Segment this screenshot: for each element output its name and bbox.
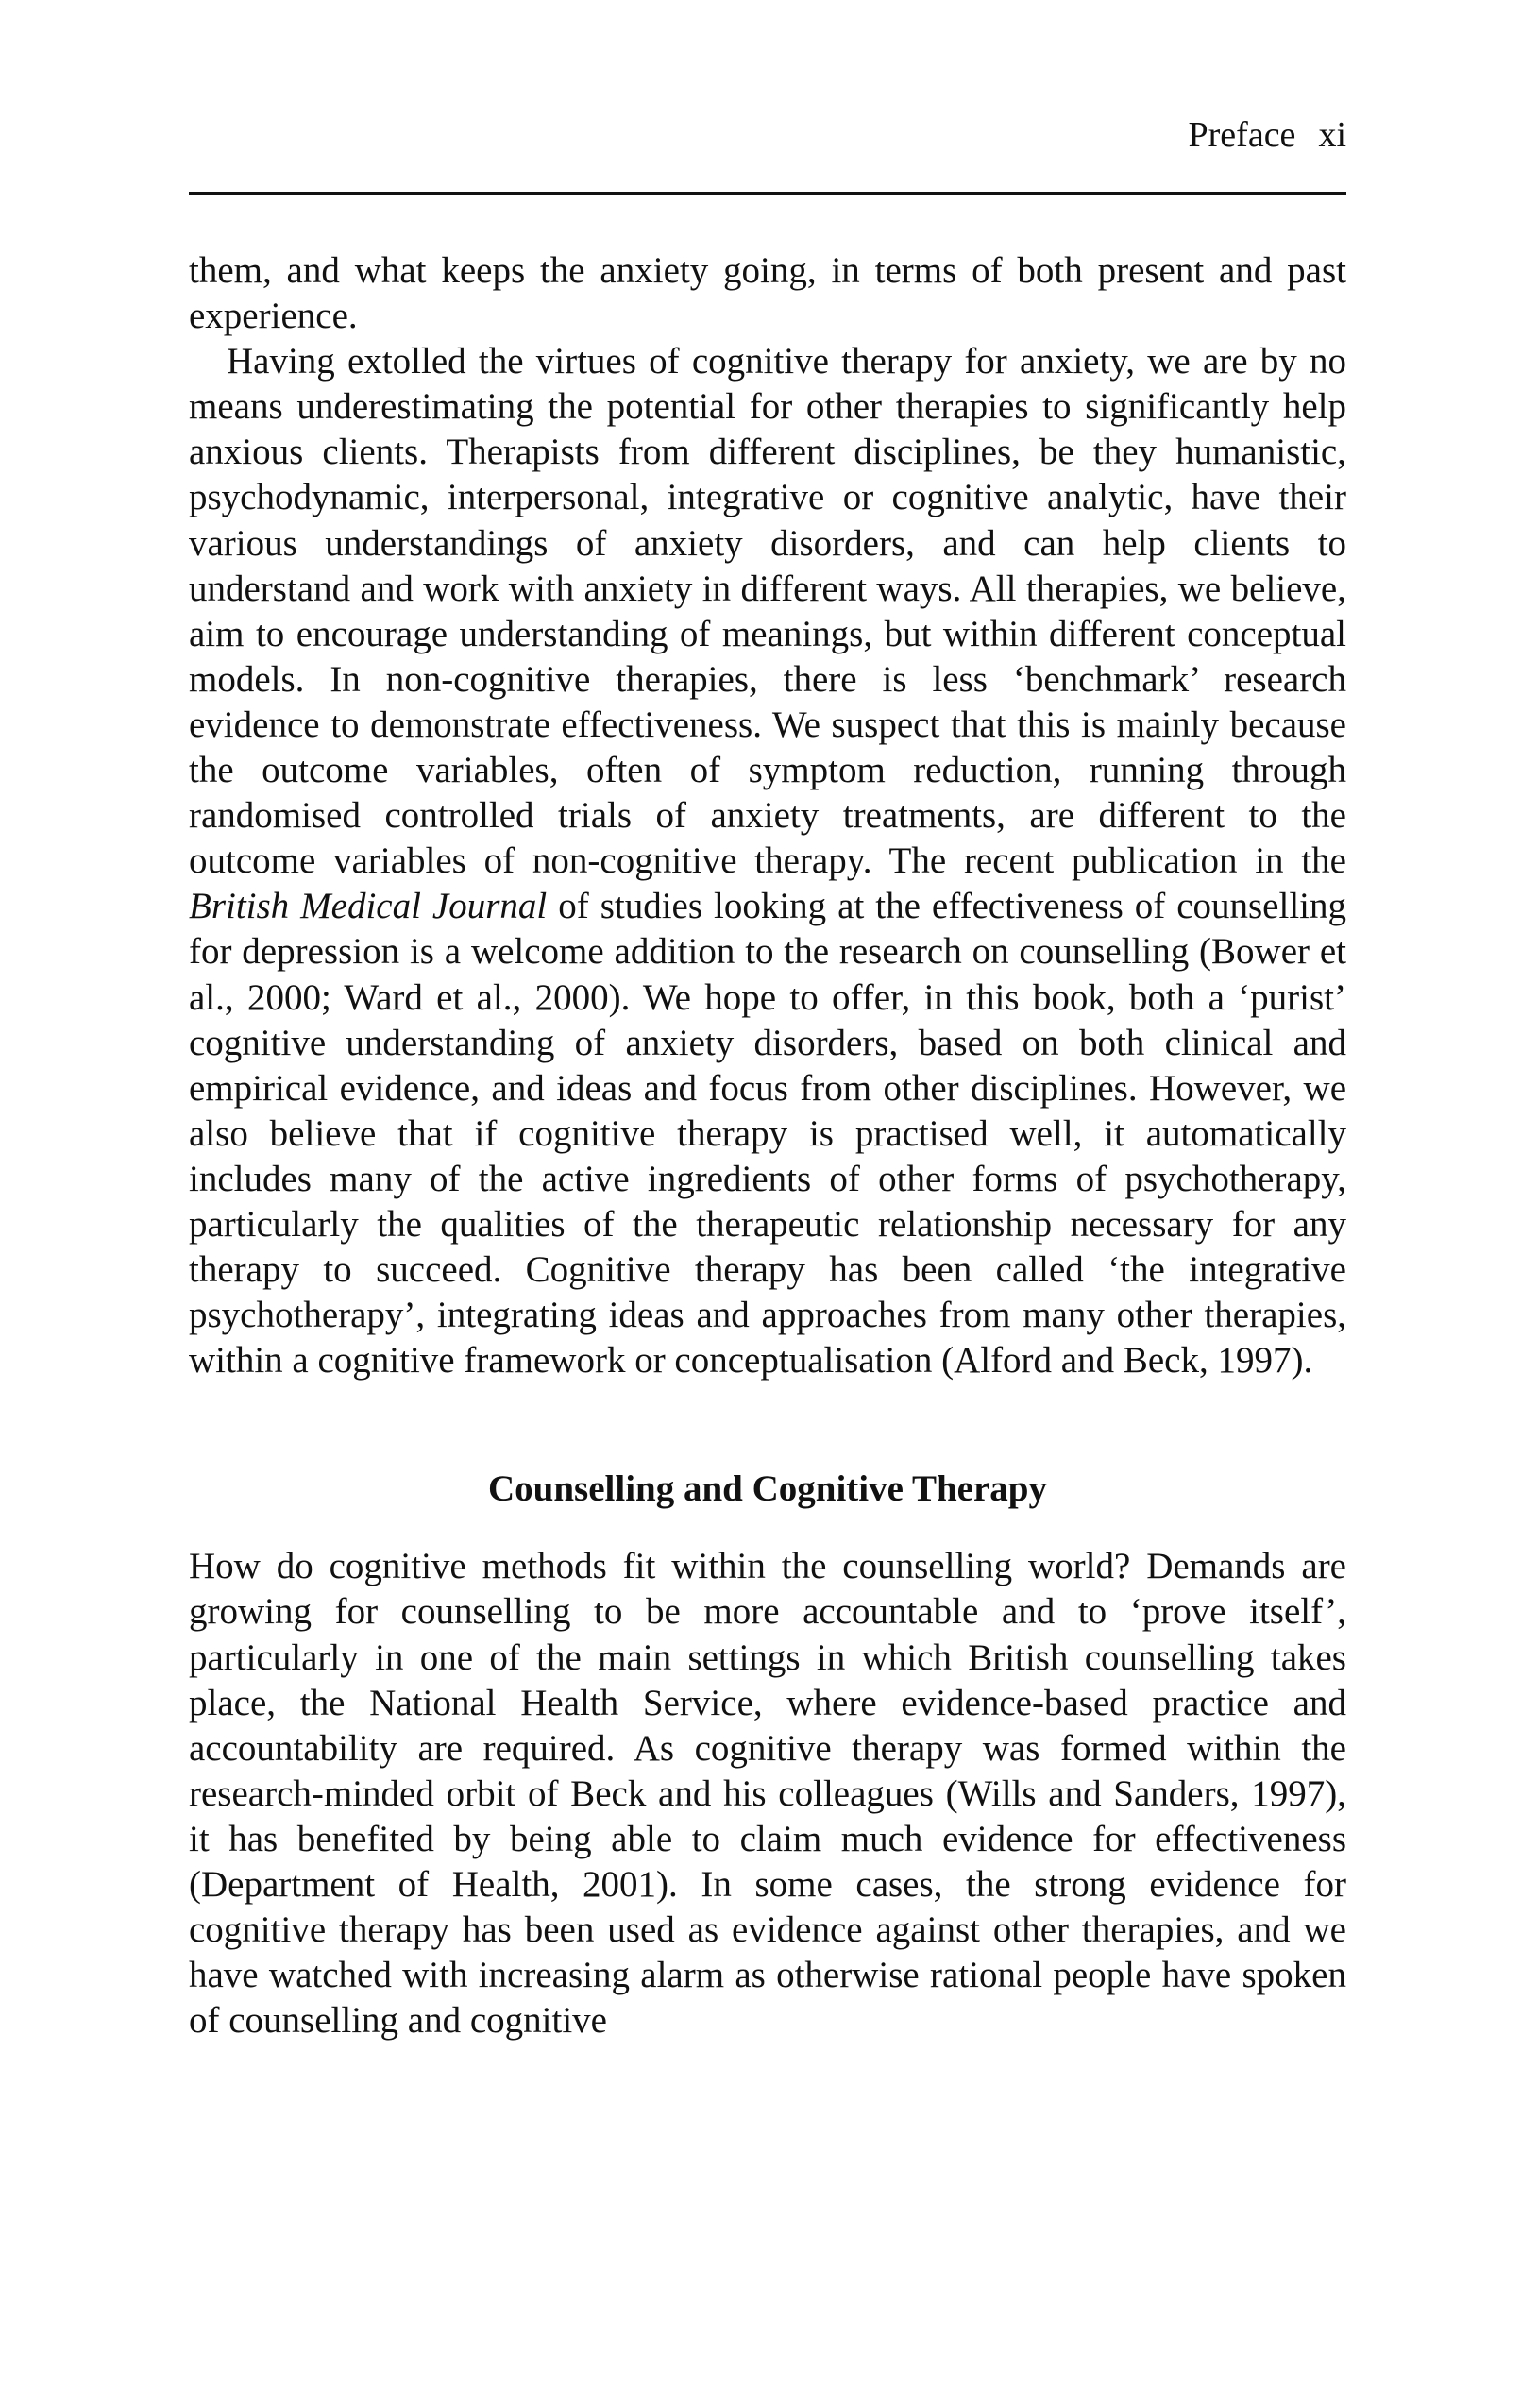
paragraph-continuation: them, and what keeps the anxiety going, in terms of both present and past experience. <box>189 250 1346 337</box>
section-heading: Counselling and Cognitive Therapy <box>488 1468 1047 1510</box>
paragraph-therapies <box>189 339 1346 1383</box>
page-body <box>189 248 1346 2043</box>
paragraph-therapies-part-a: Having extolled the virtues of cognitive therapy for anxiety, we are by no means underestimating the potential for other therapies to significantly help anxious clients. Therapists from different disciplines, be they humanistic, psychodynamic, interpersonal, integrative or cognitive analytic, have their various understandings of anxiety disorders, and can help clients to understand and work with anxiety in different ways. All therapies, we believe, aim to encourage understanding of meanings, but within different conceptual models. In non-cognitive therapies, there is less ‘benchmark’ research evidence to demonstrate effectiveness. We suspect that this is mainly because the outcome variables, often of symptom reduction, running through randomised controlled trials of anxiety treatments, are different to the outcome variables of non-cognitive therapy. The recent publication in the <box>189 341 1346 882</box>
paragraph-counselling: How do cognitive methods fit within the counselling world? Demands are growing for counselling to be more accountable and to ‘prove itself’, particularly in one of the main settings in which British counselling takes place, the National Health Service, where evidence-based practice and accountability are required. As cognitive therapy was formed within the research-minded orbit of Beck and his colleagues (Wills and Sanders, 1997), it has benefited by being able to claim much evidence for effectiveness (Department of Health, 2001). In some cases, the strong evidence for cognitive therapy has been used as evidence against other therapies, and we have watched with increasing alarm as otherwise rational people have spoken of counselling and cognitive <box>189 1546 1346 2042</box>
header-rule <box>189 192 1346 195</box>
journal-title: British Medical Journal <box>189 886 548 927</box>
page-number: xi <box>1318 115 1346 155</box>
running-head-title: Preface <box>1188 115 1296 155</box>
running-header <box>189 111 1346 159</box>
paragraph-therapies-part-b: of studies looking at the effectiveness of counselling for depression is a welcome addition to the research on counselling (Bower et al., 2000; Ward et al., 2000). We hope to offer, in this book, both a ‘purist’ cognitive understanding of anxiety disorders, based on both clinical and empirical evidence, and ideas and focus from other disciplines. However, we also believe that if cognitive therapy is practised well, it automatically includes many of the active ingredients of other forms of psychotherapy, particularly the qualities of the therapeutic relationship necessary for any therapy to succeed. Cognitive therapy has been called ‘the integrative psychotherapy’, integrating ideas and approaches from many other therapies, within a cognitive framework or conceptualisation (Alford and Beck, 1997). <box>189 886 1347 1382</box>
